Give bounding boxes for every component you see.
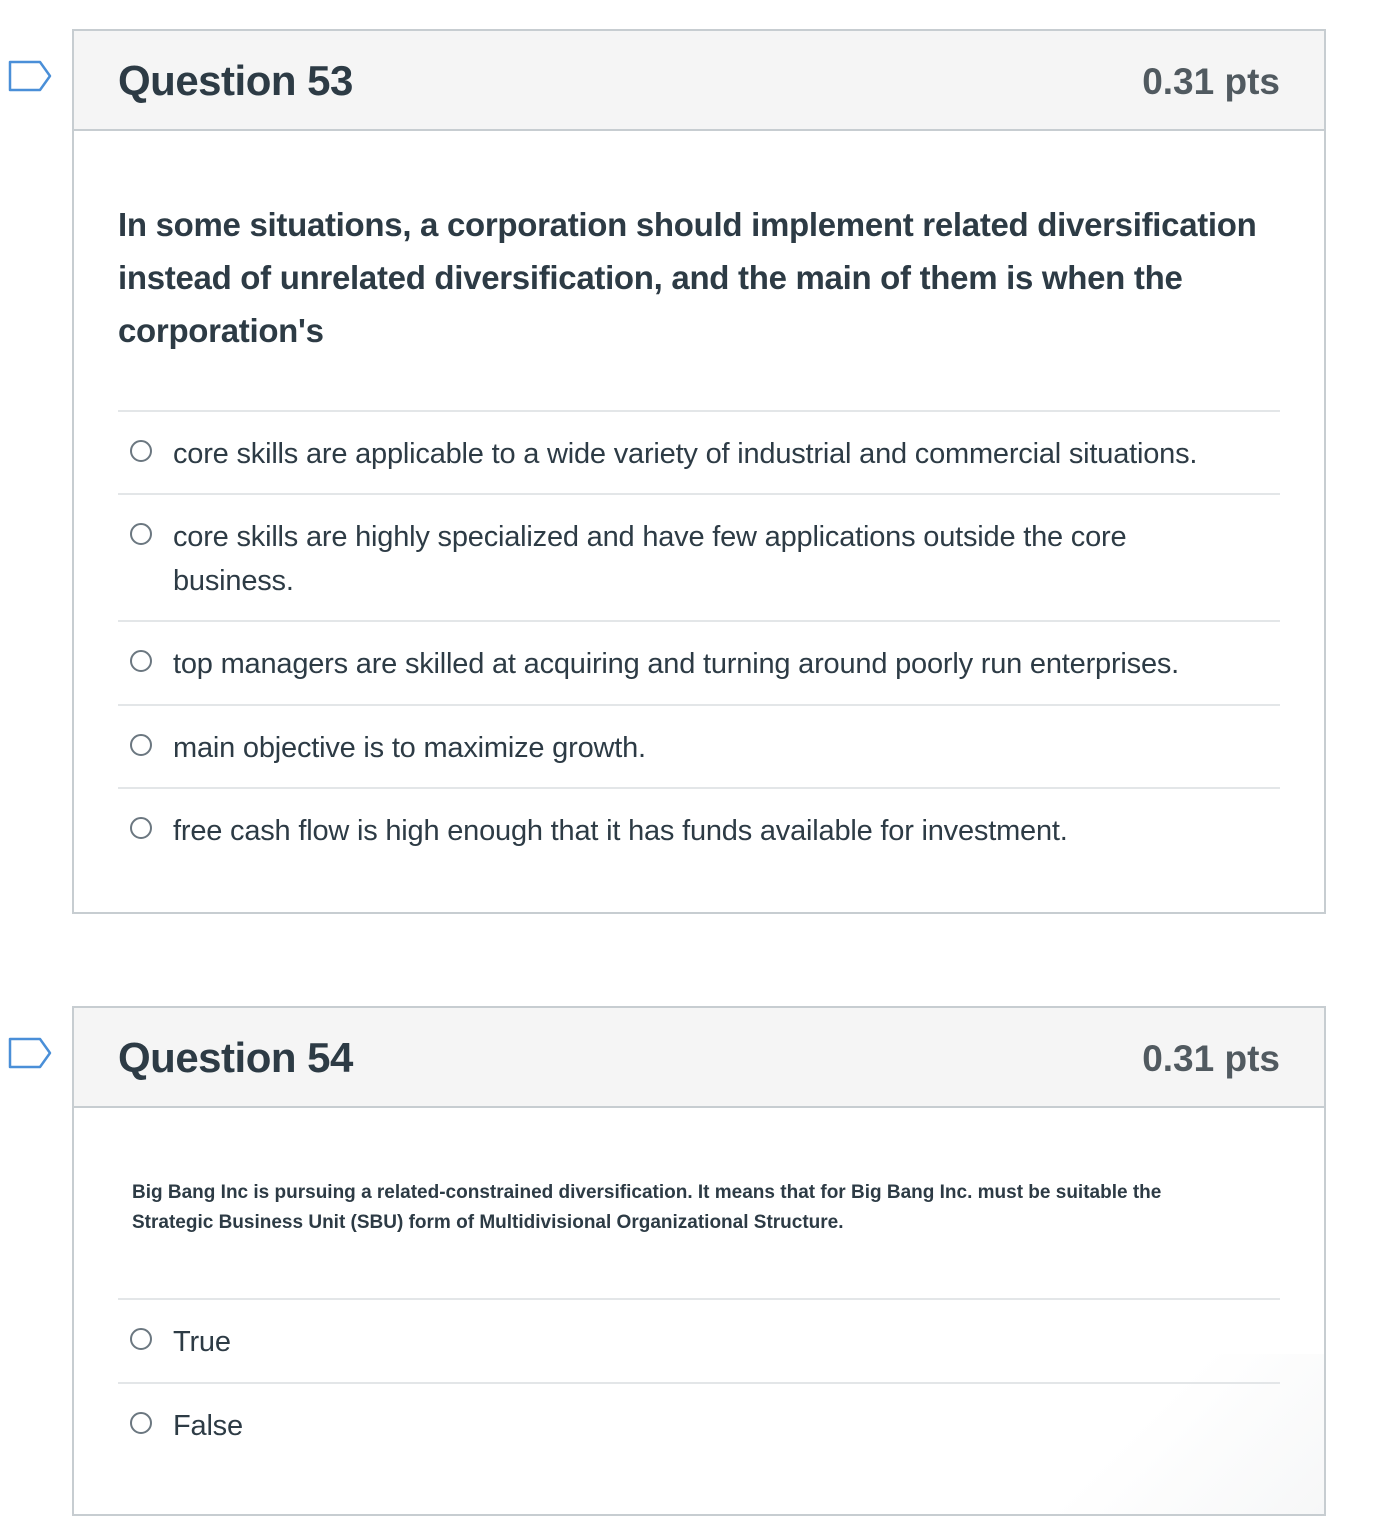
answer-option[interactable] [118, 622, 1280, 706]
radio-button-icon[interactable] [130, 734, 152, 756]
question-text: In some situations, a corporation should implement related diversification instead of unrelated diversification, and the main of them is when the corporation's [118, 206, 1257, 349]
flag-question-54-icon[interactable] [8, 1037, 52, 1069]
question-title: Question 54 [118, 1034, 353, 1081]
radio-button-icon[interactable] [130, 440, 152, 462]
flag-question-53-icon[interactable] [8, 60, 52, 92]
answer-label: free cash flow is high enough that it has funds available for investment. [173, 815, 1068, 847]
answer-label: core skills are applicable to a wide variety of industrial and commercial situations. [173, 438, 1198, 470]
question-points: 0.31 pts [1142, 61, 1280, 102]
question-body [74, 1108, 1324, 1468]
answer-list [118, 1298, 1280, 1468]
answer-option[interactable] [118, 412, 1280, 495]
radio-button-icon[interactable] [130, 523, 152, 545]
question-points: 0.31 pts [1142, 1038, 1280, 1079]
answer-label: main objective is to maximize growth. [173, 732, 646, 764]
question-header [74, 31, 1324, 131]
radio-button-icon[interactable] [130, 1328, 152, 1350]
answer-option[interactable] [118, 706, 1280, 789]
answer-label: core skills are highly specialized and have few applications outside the core business. [173, 521, 1127, 597]
answer-label: False [173, 1410, 243, 1442]
question-54 [72, 1006, 1326, 1516]
answer-option[interactable] [118, 789, 1280, 873]
question-text: Big Bang Inc is pursuing a related-constrained diversification. It means that for Big Bang Inc. must be suitable the Strategic Business Unit (SBU) form of Multidivisional Organizational Structure. [132, 1182, 1162, 1233]
answer-option[interactable] [118, 495, 1280, 622]
question-title: Question 53 [118, 57, 353, 104]
radio-button-icon[interactable] [130, 817, 152, 839]
answer-option-false[interactable] [118, 1384, 1280, 1468]
question-53 [72, 29, 1326, 914]
answer-list [118, 410, 1280, 873]
answer-label: top managers are skilled at acquiring and turning around poorly run enterprises. [173, 648, 1180, 680]
question-body [74, 131, 1324, 873]
answer-label: True [173, 1326, 231, 1358]
radio-button-icon[interactable] [130, 1412, 152, 1434]
answer-option-true[interactable] [118, 1300, 1280, 1384]
radio-button-icon[interactable] [130, 650, 152, 672]
question-header [74, 1008, 1324, 1108]
